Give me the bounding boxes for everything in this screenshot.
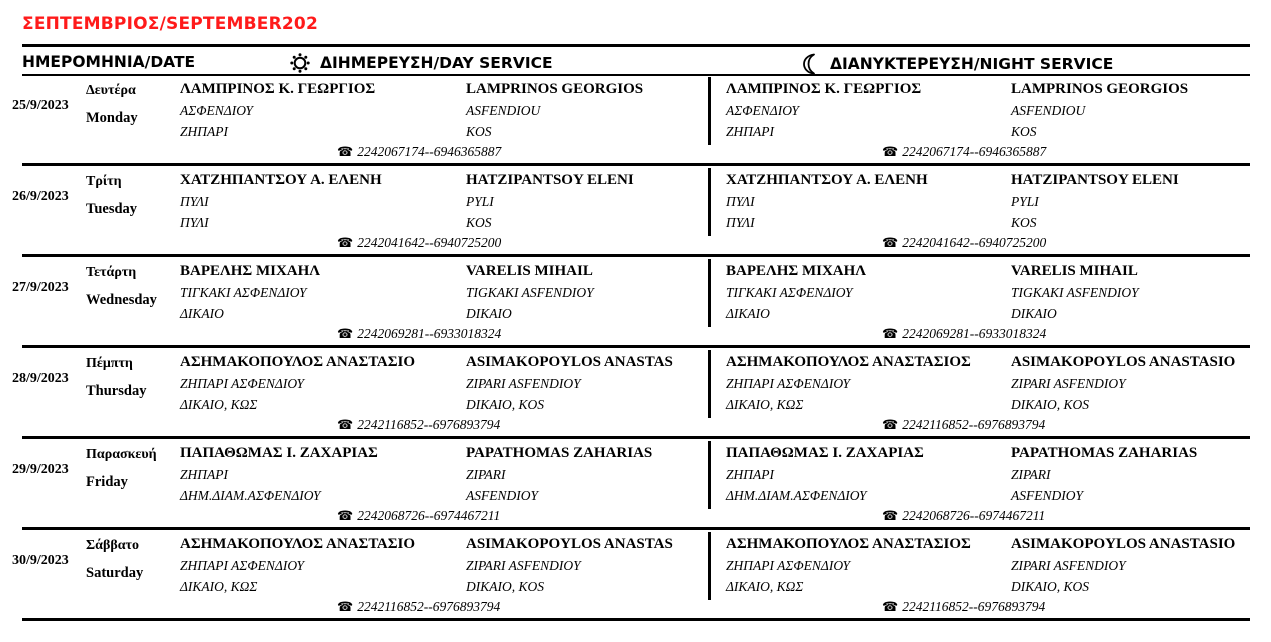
night-phone (882, 326, 1046, 342)
row-day-greek: Τετάρτη (86, 265, 137, 280)
row-day-english: Saturday (86, 565, 144, 581)
column-divider (708, 532, 711, 600)
day-pharmacist-name-latin: VARELIS MIHAIL (466, 263, 593, 279)
night-address-greek-line2: ΔΙΚΑΙΟ, ΚΩΣ (726, 579, 804, 594)
row-date: 30/9/2023 (12, 553, 69, 568)
phone-icon: ☎ (882, 599, 899, 614)
day-service-label: ΔΙΗΜΕΡΕΥΣΗ/DAY SERVICE (320, 54, 553, 72)
night-pharmacist-name-latin: VARELIS MIHAIL (1011, 263, 1138, 279)
day-pharmacist-name-greek: ΛΑΜΠΡΙΝΟΣ Κ. ΓΕΩΡΓΙΟΣ (180, 81, 376, 97)
night-service-header (802, 53, 1113, 75)
night-phone-number: 2242069281--6933018324 (902, 326, 1047, 341)
night-address-latin-line1: TIGKAKI ASFENDIOY (1011, 285, 1139, 300)
night-phone-number: 2242067174--6946365887 (902, 144, 1047, 159)
night-address-greek-line2: ΠΥΛΙ (726, 215, 755, 230)
column-divider (708, 259, 711, 327)
night-address-latin-line1: PYLI (1011, 194, 1039, 209)
night-pharmacist-name-latin: ASIMAKOPOYLOS ANASTASIO (1011, 536, 1236, 552)
row-separator (22, 345, 1250, 348)
day-pharmacist-name-greek: ΠΑΠΑΘΩΜΑΣ Ι. ΖΑΧΑΡΙΑΣ (180, 445, 378, 461)
schedule-row (0, 77, 1271, 167)
day-pharmacist-name-greek: ΒΑΡΕΛΗΣ ΜΙΧΑΗΛ (180, 263, 321, 279)
night-address-greek-line2: ΖΗΠΑΡΙ (726, 124, 774, 139)
column-divider (708, 77, 711, 145)
night-address-greek-line1: ΤΙΓΚΑΚΙ ΑΣΦΕΝΔΙΟΥ (726, 285, 853, 300)
row-day-english: Thursday (86, 383, 147, 399)
night-address-latin-line2: DIKAIO (1011, 306, 1057, 321)
night-address-latin-line1: ZIPARI ASFENDIOY (1011, 376, 1126, 391)
phone-icon: ☎ (337, 417, 354, 432)
night-address-greek-line2: ΔΗΜ.ΔΙΑΜ.ΑΣΦΕΝΔΙΟΥ (726, 488, 867, 503)
row-separator (22, 436, 1250, 439)
night-phone (882, 508, 1045, 524)
night-phone (882, 417, 1045, 433)
day-address-latin-line1: PYLI (466, 194, 494, 209)
row-date: 26/9/2023 (12, 189, 69, 204)
night-address-latin-line2: ASFENDIOY (1011, 488, 1083, 503)
night-pharmacist-name-greek: ΛΑΜΠΡΙΝΟΣ Κ. ΓΕΩΡΓΙΟΣ (726, 81, 922, 97)
row-separator (22, 527, 1250, 530)
row-day-greek: Πέμπτη (86, 356, 133, 371)
row-day-greek: Δευτέρα (86, 83, 136, 98)
day-phone (337, 326, 501, 342)
day-phone-number: 2242069281--6933018324 (357, 326, 502, 341)
day-phone-number: 2242041642--6940725200 (357, 235, 502, 250)
column-divider (708, 441, 711, 509)
night-phone (882, 144, 1046, 160)
day-pharmacist-name-latin: LAMPRINOS GEORGIOS (466, 81, 644, 97)
phone-icon: ☎ (337, 326, 354, 341)
night-address-greek-line1: ΖΗΠΑΡΙ ΑΣΦΕΝΔΙΟΥ (726, 376, 851, 391)
schedule-row (0, 259, 1271, 349)
day-address-latin-line2: KOS (466, 215, 492, 230)
night-pharmacist-name-latin: ASIMAKOPOYLOS ANASTASIO (1011, 354, 1236, 370)
day-pharmacist-name-greek: ΑΣΗΜΑΚΟΠΟΥΛΟΣ ΑΝΑΣΤΑΣΙΟ (180, 536, 416, 552)
day-address-greek-line2: ΔΙΚΑΙΟ, ΚΩΣ (180, 579, 258, 594)
day-phone-number: 2242067174--6946365887 (357, 144, 502, 159)
day-address-greek-line1: ΤΙΓΚΑΚΙ ΑΣΦΕΝΔΙΟΥ (180, 285, 307, 300)
night-pharmacist-name-greek: ΧΑΤΖΗΠΑΝΤΣΟΥ Α. ΕΛΕΝΗ (726, 172, 928, 188)
day-phone-number: 2242116852--6976893794 (357, 417, 501, 432)
row-day-english: Monday (86, 110, 138, 126)
day-pharmacist-name-greek: ΑΣΗΜΑΚΟΠΟΥΛΟΣ ΑΝΑΣΤΑΣΙΟ (180, 354, 416, 370)
night-phone-number: 2242068726--6974467211 (902, 508, 1046, 523)
row-date: 25/9/2023 (12, 98, 69, 113)
night-phone-number: 2242116852--6976893794 (902, 417, 1046, 432)
row-date: 29/9/2023 (12, 462, 69, 477)
day-phone (337, 599, 500, 615)
day-address-latin-line1: ZIPARI ASFENDIOY (466, 376, 581, 391)
day-address-greek-line2: ΠΥΛΙ (180, 215, 209, 230)
night-phone-number: 2242041642--6940725200 (902, 235, 1047, 250)
row-day-english: Wednesday (86, 292, 157, 308)
night-address-latin-line1: ZIPARI (1011, 467, 1051, 482)
night-address-greek-line1: ΖΗΠΑΡΙ (726, 467, 774, 482)
night-address-greek-line1: ΠΥΛΙ (726, 194, 755, 209)
row-day-greek: Τρίτη (86, 174, 122, 189)
page-title: ΣΕΠΤΕΜΒΡΙΟΣ/SEPTEMBER202 (22, 14, 318, 34)
schedule-row (0, 350, 1271, 440)
night-address-latin-line2: KOS (1011, 124, 1037, 139)
day-address-greek-line2: ΔΙΚΑΙΟ (180, 306, 224, 321)
row-day-greek: Σάββατο (86, 538, 139, 553)
schedule-row (0, 168, 1271, 258)
day-address-greek-line2: ΔΙΚΑΙΟ, ΚΩΣ (180, 397, 258, 412)
phone-icon: ☎ (882, 326, 899, 341)
night-service-label: ΔΙΑΝΥΚΤΕΡΕΥΣΗ/NIGHT SERVICE (830, 55, 1114, 73)
day-address-greek-line1: ΖΗΠΑΡΙ (180, 467, 228, 482)
day-address-latin-line2: KOS (466, 124, 492, 139)
day-phone (337, 508, 500, 524)
day-address-latin-line1: TIGKAKI ASFENDIOY (466, 285, 594, 300)
day-address-latin-line1: ZIPARI (466, 467, 506, 482)
night-address-greek-line2: ΔΙΚΑΙΟ (726, 306, 770, 321)
night-pharmacist-name-latin: PAPATHOMAS ZAHARIAS (1011, 445, 1198, 461)
day-pharmacist-name-latin: ASIMAKOPOYLOS ANASTAS (466, 354, 673, 370)
day-phone (337, 417, 500, 433)
day-service-header (290, 53, 553, 73)
day-phone (337, 235, 501, 251)
row-date: 27/9/2023 (12, 280, 69, 295)
schedule-row (0, 532, 1271, 622)
row-day-greek: Παρασκευή (86, 447, 157, 462)
night-pharmacist-name-greek: ΒΑΡΕΛΗΣ ΜΙΧΑΗΛ (726, 263, 867, 279)
day-address-greek-line2: ΔΗΜ.ΔΙΑΜ.ΑΣΦΕΝΔΙΟΥ (180, 488, 321, 503)
schedule-row (0, 441, 1271, 531)
day-address-latin-line1: ZIPARI ASFENDIOY (466, 558, 581, 573)
row-date: 28/9/2023 (12, 371, 69, 386)
day-address-greek-line1: ΖΗΠΑΡΙ ΑΣΦΕΝΔΙΟΥ (180, 558, 305, 573)
phone-icon: ☎ (337, 508, 354, 523)
night-pharmacist-name-greek: ΠΑΠΑΘΩΜΑΣ Ι. ΖΑΧΑΡΙΑΣ (726, 445, 924, 461)
day-phone-number: 2242068726--6974467211 (357, 508, 501, 523)
night-address-greek-line2: ΔΙΚΑΙΟ, ΚΩΣ (726, 397, 804, 412)
day-address-greek-line2: ΖΗΠΑΡΙ (180, 124, 228, 139)
day-pharmacist-name-greek: ΧΑΤΖΗΠΑΝΤΣΟΥ Α. ΕΛΕΝΗ (180, 172, 382, 188)
day-address-latin-line2: DIKAIO, KOS (466, 579, 544, 594)
phone-icon: ☎ (337, 235, 354, 250)
night-phone-number: 2242116852--6976893794 (902, 599, 1046, 614)
row-separator (22, 254, 1250, 257)
day-address-greek-line1: ΑΣΦΕΝΔΙΟΥ (180, 103, 253, 118)
day-pharmacist-name-latin: ASIMAKOPOYLOS ANASTAS (466, 536, 673, 552)
night-address-latin-line2: DIKAIO, KOS (1011, 397, 1089, 412)
night-pharmacist-name-greek: ΑΣΗΜΑΚΟΠΟΥΛΟΣ ΑΝΑΣΤΑΣΙΟΣ (726, 354, 971, 370)
row-day-english: Tuesday (86, 201, 138, 217)
night-address-latin-line2: KOS (1011, 215, 1037, 230)
day-address-latin-line2: ASFENDIOY (466, 488, 538, 503)
day-phone (337, 144, 501, 160)
night-phone (882, 599, 1045, 615)
day-address-latin-line1: ASFENDIOU (466, 103, 541, 118)
row-separator (22, 163, 1250, 166)
day-address-latin-line2: DIKAIO (466, 306, 512, 321)
row-separator (22, 618, 1250, 621)
day-address-greek-line1: ΠΥΛΙ (180, 194, 209, 209)
table-header (22, 48, 1250, 74)
night-phone (882, 235, 1046, 251)
sun-icon (290, 53, 310, 73)
night-address-greek-line1: ΖΗΠΑΡΙ ΑΣΦΕΝΔΙΟΥ (726, 558, 851, 573)
night-pharmacist-name-latin: LAMPRINOS GEORGIOS (1011, 81, 1189, 97)
phone-icon: ☎ (882, 144, 899, 159)
phone-icon: ☎ (882, 508, 899, 523)
phone-icon: ☎ (337, 144, 354, 159)
night-pharmacist-name-greek: ΑΣΗΜΑΚΟΠΟΥΛΟΣ ΑΝΑΣΤΑΣΙΟΣ (726, 536, 971, 552)
date-column-header: ΗΜΕΡΟΜΗΝΙΑ/DATE (22, 53, 196, 71)
column-divider (708, 350, 711, 418)
moon-icon (802, 53, 820, 75)
top-rule (22, 44, 1250, 47)
phone-icon: ☎ (882, 235, 899, 250)
column-divider (708, 168, 711, 236)
night-address-latin-line1: ASFENDIOU (1011, 103, 1086, 118)
night-address-latin-line1: ZIPARI ASFENDIOY (1011, 558, 1126, 573)
night-address-latin-line2: DIKAIO, KOS (1011, 579, 1089, 594)
night-address-greek-line1: ΑΣΦΕΝΔΙΟΥ (726, 103, 799, 118)
day-address-latin-line2: DIKAIO, KOS (466, 397, 544, 412)
day-pharmacist-name-latin: PAPATHOMAS ZAHARIAS (466, 445, 653, 461)
day-address-greek-line1: ΖΗΠΑΡΙ ΑΣΦΕΝΔΙΟΥ (180, 376, 305, 391)
phone-icon: ☎ (882, 417, 899, 432)
row-day-english: Friday (86, 474, 128, 490)
day-pharmacist-name-latin: HATZIPANTSOY ELENI (466, 172, 634, 188)
day-phone-number: 2242116852--6976893794 (357, 599, 501, 614)
night-pharmacist-name-latin: HATZIPANTSOY ELENI (1011, 172, 1179, 188)
phone-icon: ☎ (337, 599, 354, 614)
header-rule (22, 74, 1250, 76)
